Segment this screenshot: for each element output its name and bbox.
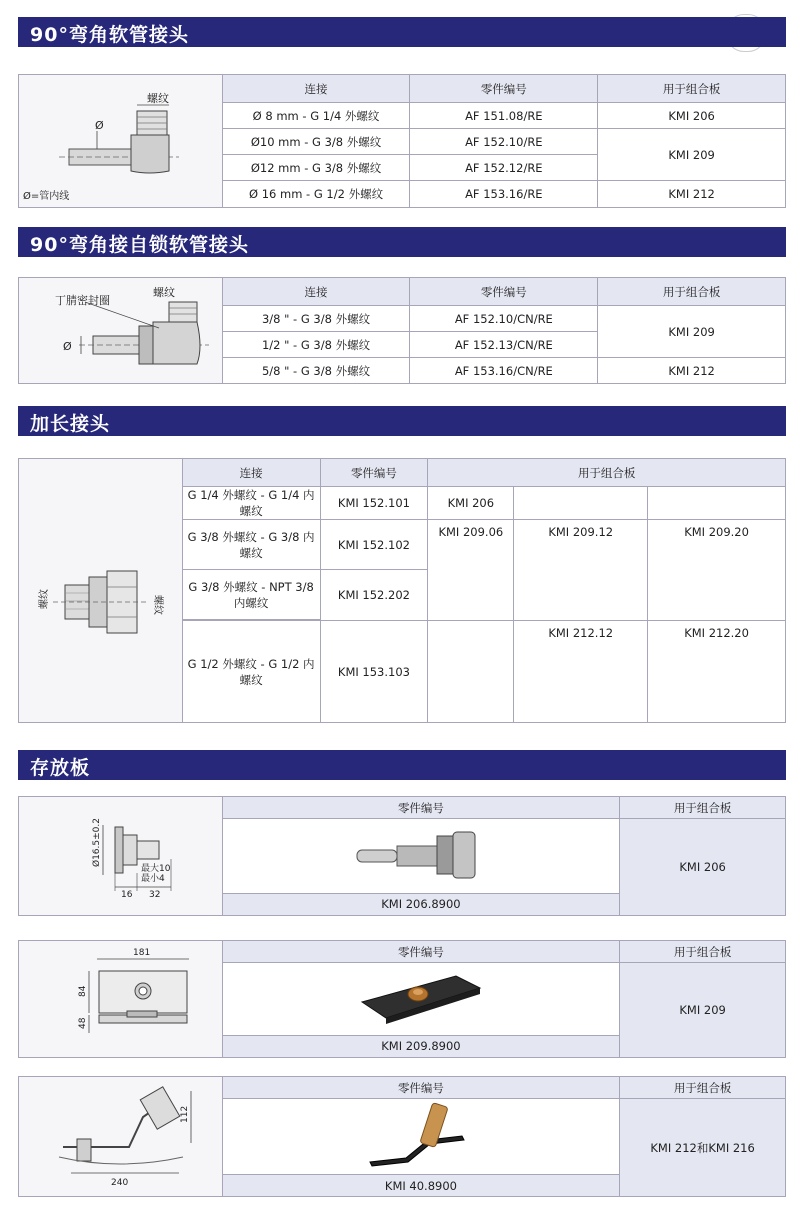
- cell-board-kmi20912: KMI 209.12: [514, 520, 648, 621]
- extension-fitting-table: [18, 458, 786, 723]
- section-title: 90°弯角软管接头: [30, 24, 189, 46]
- self-locking-elbow-table: [18, 277, 786, 384]
- cell-empty: [514, 487, 648, 520]
- cell-board: KMI 209: [598, 129, 786, 181]
- storage-plate-1-drawing: [19, 797, 223, 916]
- cell-connection: G 1/2 外螺纹 - G 1/2 内螺纹: [182, 621, 320, 723]
- cell-connection: G 3/8 外螺纹 - G 3/8 内螺纹: [182, 520, 320, 570]
- storage-plate-table-2: [18, 940, 786, 1058]
- cell-part-number: KMI 152.202: [320, 570, 428, 621]
- section-header-self-locking-elbow: [18, 227, 786, 257]
- dim-a: 16: [121, 890, 133, 900]
- cell-empty: [648, 487, 786, 520]
- extension-fitting-drawing: [19, 459, 183, 723]
- cell-board: KMI 206: [620, 819, 786, 916]
- cell-part-number: AF 152.10/CN/RE: [410, 306, 598, 332]
- cell-connection: 5/8 " - G 3/8 外螺纹: [222, 358, 410, 384]
- col-header-part-number: 零件编号: [222, 941, 620, 963]
- col-header-part-number: 零件编号: [222, 797, 620, 819]
- section-title: 加长接头: [30, 413, 111, 435]
- col-header-connection: 连接: [182, 459, 320, 487]
- cell-connection: G 3/8 外螺纹 - NPT 3/8 内螺纹: [182, 570, 320, 620]
- cell-board-kmi21212: KMI 212.12: [514, 621, 648, 723]
- cell-empty: [428, 621, 514, 723]
- col-header-board: 用于组合板: [620, 941, 786, 963]
- col-header-board: 用于组合板: [620, 1077, 786, 1099]
- cell-part-number: KMI 152.102: [320, 520, 428, 570]
- col-header-connection: 连接: [222, 278, 410, 306]
- cell-board: KMI 212和KMI 216: [620, 1099, 786, 1197]
- drawing-label-thread-right: 螺纹: [152, 595, 163, 615]
- cell-board: KMI 209: [598, 306, 786, 358]
- dim-diameter: Ø16.5±0.2: [92, 818, 102, 867]
- cell-board: KMI 209: [620, 963, 786, 1058]
- col-header-part-number: 零件编号: [410, 75, 598, 103]
- cell-part-number: AF 152.12/RE: [410, 155, 598, 181]
- cell-part-number: AF 153.16/RE: [410, 181, 598, 208]
- cell-connection: G 1/4 外螺纹 - G 1/4 内螺纹: [182, 487, 320, 520]
- storage-plate-table-1: [18, 796, 786, 916]
- cell-part-number: AF 152.10/RE: [410, 129, 598, 155]
- cell-board-kmi206: KMI 206: [428, 487, 514, 520]
- dim-depth: 48: [78, 1017, 88, 1029]
- drawing-label-diameter: Ø: [95, 119, 104, 132]
- storage-plate-2-photo: [222, 963, 620, 1036]
- storage-plate-table-3: [18, 1076, 786, 1197]
- cell-part-number: KMI 153.103: [320, 621, 428, 723]
- cell-board-kmi20920: KMI 209.20: [648, 520, 786, 621]
- cell-connection: Ø12 mm - G 3/8 外螺纹: [222, 155, 410, 181]
- cell-connection: Ø 16 mm - G 1/2 外螺纹: [222, 181, 410, 208]
- dim-min: 最小4: [141, 874, 165, 884]
- cell-board-kmi20906: KMI 209.06: [428, 520, 514, 621]
- dim-max: 最大10: [141, 864, 171, 874]
- cell-board: KMI 212: [598, 181, 786, 208]
- cell-board: KMI 212: [598, 358, 786, 384]
- section-title: 90°弯角接自锁软管接头: [30, 234, 249, 256]
- dim-b: 32: [149, 890, 161, 900]
- cell-board-kmi21220: KMI 212.20: [648, 621, 786, 723]
- cell-part-number: AF 151.08/RE: [410, 103, 598, 129]
- storage-plate-3-photo: [222, 1099, 620, 1175]
- drawing-label-thread: 螺纹: [153, 286, 175, 299]
- cell-board: KMI 206: [598, 103, 786, 129]
- storage-plate-3-drawing: [19, 1077, 223, 1197]
- elbow-fitting-drawing: [19, 75, 223, 208]
- col-header-board: 用于组合板: [598, 278, 786, 306]
- drawing-label-seal: 丁腈密封圈: [55, 294, 110, 307]
- cell-connection: 3/8 " - G 3/8 外螺纹: [222, 306, 410, 332]
- col-header-part-number: 零件编号: [320, 459, 428, 487]
- elbow-hose-table: [18, 74, 786, 208]
- self-locking-fitting-drawing: [19, 278, 223, 384]
- col-header-connection: 连接: [222, 75, 410, 103]
- cell-part-number: KMI 152.101: [320, 487, 428, 520]
- cell-part-number: KMI 40.8900: [222, 1175, 620, 1197]
- storage-plate-2-drawing: [19, 941, 223, 1058]
- section-title: 存放板: [30, 757, 91, 779]
- dim-height: 112: [180, 1105, 190, 1123]
- section-header-elbow-hose-fitting: [18, 17, 786, 47]
- col-header-part-number: 零件编号: [222, 1077, 620, 1099]
- cell-part-number: AF 152.13/CN/RE: [410, 332, 598, 358]
- drawing-label-thread-left: 螺纹: [39, 589, 50, 609]
- drawing-label-thread: 螺纹: [147, 92, 169, 105]
- col-header-board: 用于组合板: [428, 459, 786, 487]
- col-header-board: 用于组合板: [620, 797, 786, 819]
- cell-part-number: KMI 209.8900: [222, 1035, 620, 1057]
- section-header-storage-plate: [18, 750, 786, 780]
- cell-connection: 1/2 " - G 3/8 外螺纹: [222, 332, 410, 358]
- cell-connection: Ø10 mm - G 3/8 外螺纹: [222, 129, 410, 155]
- col-header-part-number: 零件编号: [410, 278, 598, 306]
- dim-height: 84: [78, 985, 88, 997]
- storage-plate-1-photo: [222, 819, 620, 894]
- cell-part-number: KMI 206.8900: [222, 893, 620, 915]
- dim-width: 240: [111, 1178, 129, 1188]
- section-header-extension-fitting: [18, 406, 786, 436]
- drawing-label-diameter: Ø: [63, 340, 72, 353]
- cell-connection: Ø 8 mm - G 1/4 外螺纹: [222, 103, 410, 129]
- cell-part-number: AF 153.16/CN/RE: [410, 358, 598, 384]
- drawing-note: Ø=管内线: [23, 191, 70, 202]
- dim-width: 181: [133, 948, 151, 958]
- col-header-board: 用于组合板: [598, 75, 786, 103]
